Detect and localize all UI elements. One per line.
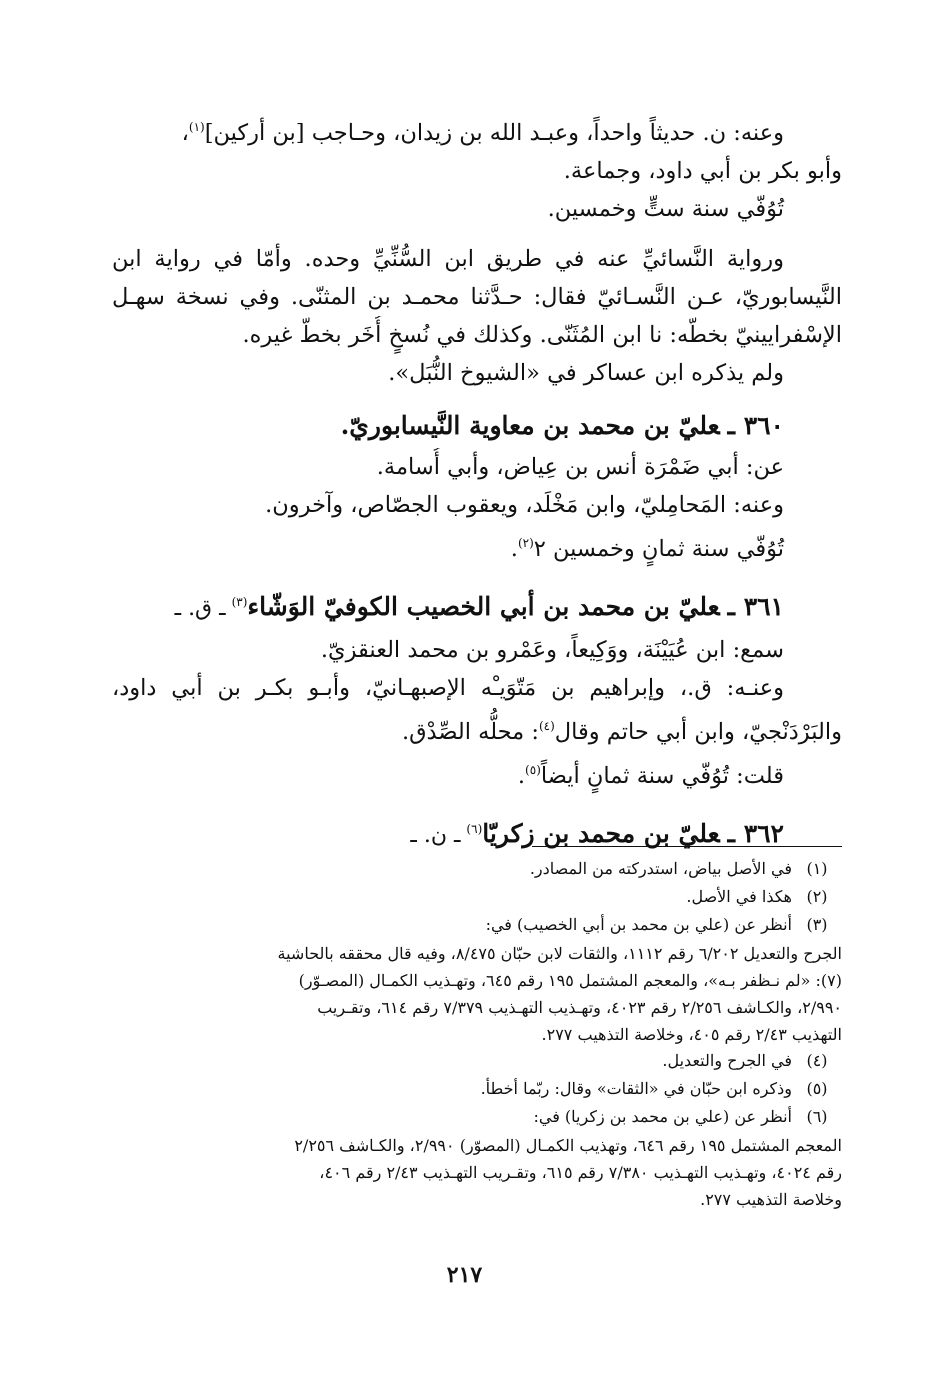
entry-heading-360 <box>112 404 842 448</box>
footnote <box>112 1048 842 1073</box>
footnote <box>112 1076 842 1101</box>
text-line: وعنـه: ق.، وإبراهيم بن مَتّوَيـْه الإصبهـانيّ، وأبـو بكـر بن أبي داود، <box>112 675 784 701</box>
text-line: ورواية النَّسائيِّ عنه في طريق ابن السُّنِّيِّ وحده. وأمّا في رواية ابن <box>112 246 784 272</box>
footnote-ref[interactable]: (٢) <box>517 536 534 550</box>
footnote-text: في الأصل بياض، استدركته من المصادر. <box>529 859 792 878</box>
text-line: قلت: تُوُفّي سنة ثمانٍ أيضاً$^{(٥)}$. <box>517 763 784 789</box>
footnote-mark: (٢) <box>806 887 828 906</box>
footnote-mark: (٣) <box>806 915 828 934</box>
page-number: ٢١٧ <box>446 1262 483 1288</box>
text-line: النَّيسابوريّ، عـن النَّسـائيّ فقال: حـدَّثنا محمـد بن المثنّى. وفي نسخة سهـل <box>112 284 842 310</box>
entry-number: ٣٦١ ـ <box>727 592 784 621</box>
text-line: ولم يذكره ابن عساكر في «الشيوخ النُّبَل». <box>388 360 784 386</box>
text-line: والبَرْدَنْجيّ، وابن أبي حاتم وقال$^{(٤)}$: محلُّه الصِّدْق. <box>401 719 842 745</box>
footnote-ref[interactable]: (١) <box>188 120 205 134</box>
footnote-mark: (٦) <box>806 1107 828 1126</box>
text-line: سمع: ابن عُيَيْنَة، ووَكِيعاً، وعَمْرو بن محمد العنقزيّ. <box>320 637 784 663</box>
footnote-continuation: المعجم المشتمل ١٩٥ رقم ٦٤٦، وتهذيب الكمـال (المصوّر) ٢/٩٩٠، والكـاشف ٢/٢٥٦ <box>294 1136 842 1155</box>
footnote-ref[interactable]: (٥) <box>525 763 541 777</box>
text-line: وعنه: المَحامِليّ، وابن مَخْلَد، ويعقوب الجصّاص، وآخرون. <box>265 492 784 518</box>
footnote-text: هكذا في الأصل. <box>686 887 792 906</box>
entry-number: ٣٦٠ ـ <box>727 411 784 440</box>
footnote-continuation: (٧): «لم نـظفر بـه»، والمعجم المشتمل ١٩٥ رقم ٦٤٥، وتهـذيب الكمـال (المصـوّر) <box>298 971 842 990</box>
entry-name: عليّ بن محمد بن معاوية النَّيسابوريّ. <box>340 411 720 440</box>
text-line: وأبو بكر بن أبي داود، وجماعة. <box>563 158 842 184</box>
entry-name: عليّ بن محمد بن أبي الخصيب الكوفيّ الوَشّاء <box>247 592 720 621</box>
text-line: وعنه: ن. حديثاً واحداً، وعبـد الله بن زيدان، وحـاجب [بن أركين]$^{(١)}$، <box>181 120 784 146</box>
footnote-continuation: ٢/٩٩٠، والكـاشف ٢/٢٥٦ رقم ٤٠٢٣، وتهـذيب التهـذيب ٧/٣٧٩ رقم ٦١٤، وتقـريب <box>317 998 842 1017</box>
footnote-separator <box>532 846 842 847</box>
footnote-continuation: التهذيب ٢/٤٣ رقم ٤٠٥، وخلاصة التذهيب ٢٧٧. <box>541 1025 842 1044</box>
footnote <box>112 912 842 937</box>
footnote-mark: (١) <box>806 859 828 878</box>
footnote-text: في الجرح والتعديل. <box>662 1051 792 1070</box>
footnote <box>112 856 842 881</box>
footnote-mark: (٤) <box>806 1051 828 1070</box>
footnote-continuation: الجرح والتعديل ٦/٢٠٢ رقم ١١١٢، والثقات لابن حبّان ٨/٤٧٥، وفيه قال محققه بالحاشية <box>277 944 842 963</box>
footnote-mark: (٥) <box>806 1079 828 1098</box>
footnote-text: وذكره ابن حبّان في «الثقات» وقال: ربّما أخطأ. <box>480 1079 792 1098</box>
footnotes <box>112 856 842 1213</box>
footnote <box>112 884 842 909</box>
footnote-continuation: وخلاصة التذهيب ٢٧٧. <box>700 1190 842 1209</box>
text-line: تُوُفّي سنة ستٍّ وخمسين. <box>547 196 784 222</box>
footnote-ref[interactable]: (٤) <box>538 719 555 733</box>
footnote <box>112 1104 842 1129</box>
footnote-ref[interactable]: (٦) <box>466 822 483 836</box>
footnote-ref[interactable]: (٣) <box>231 595 248 609</box>
entry-heading-362: ٣٦٢ ـعليّ بن محمد بن زكريّا$^{(٦)}$ـ ن. ـ <box>410 819 784 848</box>
entry-name: عليّ بن محمد بن زكريّا <box>482 819 720 848</box>
footnote-continuation: رقم ٤٠٢٤، وتهـذيب التهـذيب ٧/٣٨٠ رقم ٦١٥، وتقـريب التهـذيب ٢/٤٣ رقم ٤٠٦، <box>319 1163 842 1182</box>
main-text <box>112 108 842 858</box>
text-line: تُوُفّي سنة ثمانٍ وخمسين ٢$^{(٢)}$. <box>510 536 784 562</box>
footnote-text: أنظر عن (علي بن محمد بن أبي الخصيب) في: <box>485 915 792 934</box>
text-line: الإسْفرايينيّ بخطّه: نا ابن المُثَنّى. وكذلك في نُسخٍ أُخَر بخطّ غيره. <box>242 322 842 348</box>
entry-heading-361: ٣٦١ ـعليّ بن محمد بن أبي الخصيب الكوفيّ الوَشّاء$^{(٣)}$ـ ق. ـ <box>174 592 784 621</box>
entry-number: ٣٦٢ ـ <box>727 819 784 848</box>
footnote-text: أنظر عن (علي بن محمد بن زكريا) في: <box>533 1107 792 1126</box>
text-line: عن: أبي ضَمْرَة أنس بن عِياض، وأبي أُسامة. <box>376 454 784 480</box>
